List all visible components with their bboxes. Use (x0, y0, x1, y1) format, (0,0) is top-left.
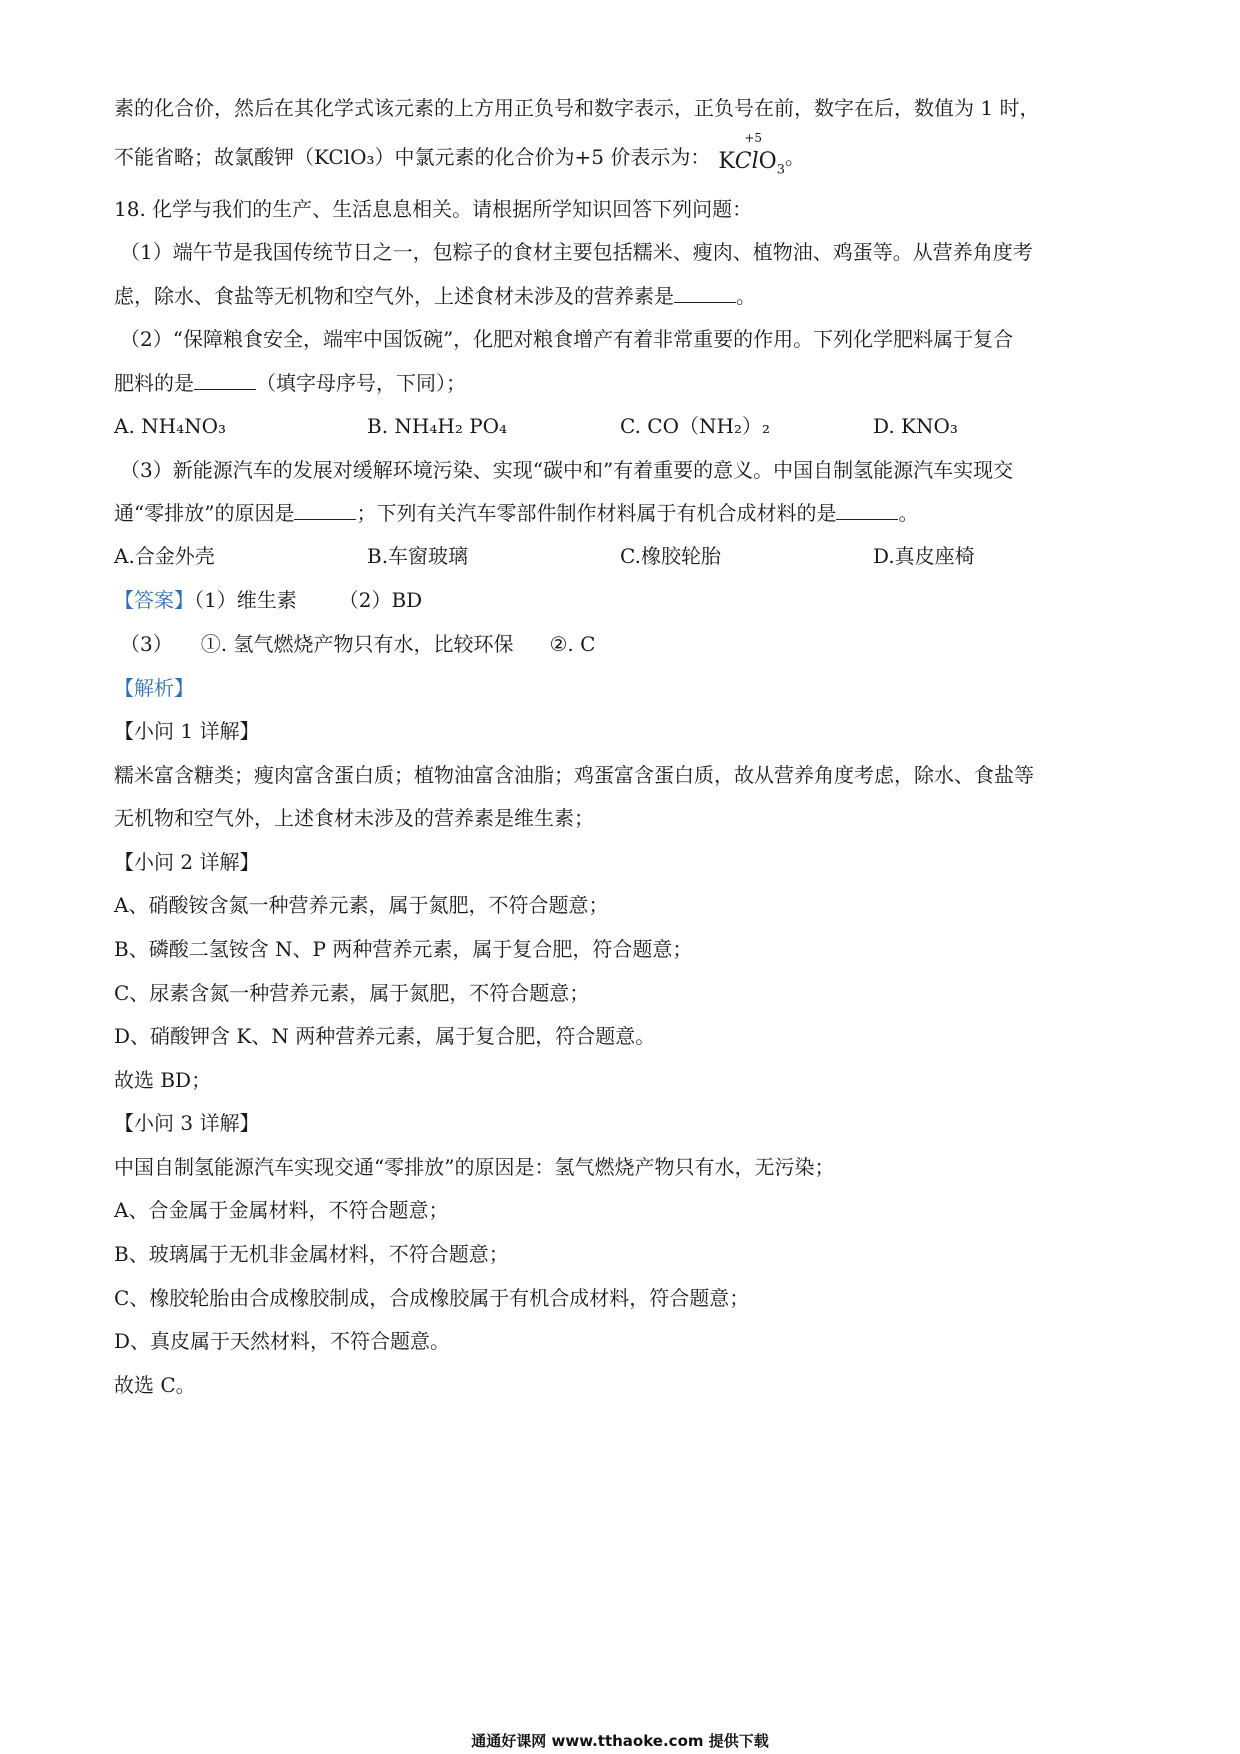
q2-line-2-text: 肥料的是 (114, 371, 194, 395)
q2-option-a: A. NH₄NO₃ (114, 414, 227, 438)
formula-o: O (758, 149, 777, 174)
q2-answer-blank (194, 371, 256, 390)
intro-line-2-text: 不能省略；故氯酸钾（KClO₃）中氯元素的化合价为+5 价表示为： (114, 145, 711, 169)
answer-3-2: ②. C (549, 632, 596, 656)
q3-option-b: B.车窗玻璃 (367, 544, 469, 568)
answer-line-2 (120, 630, 1126, 658)
s3-option-b: B、玻璃属于无机非金属材料，不符合题意； (114, 1242, 509, 1266)
s3-option-a: A、合金属于金属材料，不符合题意； (114, 1198, 449, 1222)
q2-options (114, 412, 1126, 440)
s3-option-c: C、橡胶轮胎由合成橡胶制成，合成橡胶属于有机合成材料，符合题意； (114, 1286, 750, 1310)
answer-tag: 【答案】 (114, 588, 194, 612)
intro-end: 。 (785, 145, 805, 169)
q2-line-2-end: （填字母序号，下同）； (256, 371, 466, 395)
q3-option-a: A.合金外壳 (114, 544, 215, 568)
s2-option-c: C、尿素含氮一种营养元素，属于氮肥，不符合题意； (114, 981, 590, 1005)
formula-sub: 3 (776, 162, 785, 178)
answer-2: （2）BD (338, 588, 423, 612)
q3-option-c: C.橡胶轮胎 (620, 544, 721, 568)
answer-1: （1）维生素 (194, 588, 297, 612)
footer-source: 通通好课网 www.tthaoke.com 提供下载 (471, 1732, 769, 1750)
formula-cl: Cl (734, 149, 759, 174)
q3-line-2 (114, 499, 1126, 527)
s2-option-b: B、磷酸二氢铵含 N、P 两种营养元素，属于复合肥，符合题意； (114, 937, 693, 961)
kclo3-valence-formula (718, 131, 785, 184)
q3-answer-blank-1 (294, 501, 356, 520)
q1-line-2-text: 虑，除水、食盐等无机物和空气外，上述食材未涉及的营养素是 (114, 284, 674, 308)
q2-line-1: （2）“保障粮食安全，端牢中国饭碗”，化肥对粮食增产有着非常重要的作用。下列化学肥料属于复合 (120, 327, 1014, 351)
answer-3-label: （3） (120, 632, 173, 656)
q1-line-1: （1）端午节是我国传统节日之一，包粽子的食材主要包括糯米、瘦肉、植物油、鸡蛋等。从营养角度考 (120, 240, 1033, 264)
formula-k: K (718, 149, 735, 174)
sub-question-3-title: 【小问 3 详解】 (114, 1111, 260, 1135)
sub-question-1-title: 【小问 1 详解】 (114, 719, 260, 743)
sub-question-2-title: 【小问 2 详解】 (114, 850, 260, 874)
q1-line-2 (114, 282, 1126, 310)
formula-charge: +5 (744, 131, 763, 145)
s1-line-2: 无机物和空气外，上述食材未涉及的营养素是维生素； (114, 806, 594, 830)
s2-conclusion: 故选 BD； (114, 1068, 212, 1092)
q1-line-2-end: 。 (736, 284, 756, 308)
q3-line-2-text: 通“零排放”的原因是 (114, 501, 295, 525)
q3-options (114, 542, 1126, 570)
s3-conclusion: 故选 C。 (114, 1373, 196, 1397)
q2-option-b: B. NH₄H₂ PO₄ (367, 414, 508, 438)
s3-line-1: 中国自制氢能源汽车实现交通“零排放”的原因是：氢气燃烧产物只有水，无污染； (114, 1155, 835, 1179)
answer-3-1: ①. 氢气燃烧产物只有水，比较环保 (200, 632, 514, 656)
intro-line-1: 素的化合价，然后在其化学式该元素的上方用正负号和数字表示，正负号在前，数字在后，数值为 1 时， (114, 96, 1040, 120)
q2-option-c: C. CO（NH₂）₂ (620, 414, 770, 438)
s3-option-d: D、真皮属于天然材料，不符合题意。 (114, 1329, 451, 1353)
q3-line-2-end: 。 (898, 501, 919, 525)
q3-option-d: D.真皮座椅 (873, 544, 975, 568)
q3-line-2-mid: ；下列有关汽车零部件制作材料属于有机合成材料的是 (356, 501, 837, 525)
s2-option-a: A、硝酸铵含氮一种营养元素，属于氮肥，不符合题意； (114, 893, 609, 917)
intro-line-2 (114, 131, 1126, 184)
s1-line-1: 糯米富含糖类；瘦肉富含蛋白质；植物油富含油脂；鸡蛋富含蛋白质，故从营养角度考虑，除水、食盐等 (114, 763, 1034, 787)
answer-line-1 (114, 586, 1126, 614)
analysis-tag: 【解析】 (114, 676, 194, 700)
s2-option-d: D、硝酸钾含 K、N 两种营养元素，属于复合肥，符合题意。 (114, 1024, 656, 1048)
q3-line-1: （3）新能源汽车的发展对缓解环境污染、实现“碳中和”有着重要的意义。中国自制氢能源汽车实现交 (120, 458, 1014, 482)
q2-option-d: D. KNO₃ (873, 414, 958, 438)
question-stem: 18. 化学与我们的生产、生活息息相关。请根据所学知识回答下列问题： (114, 197, 753, 221)
q2-line-2 (114, 369, 1126, 397)
q3-answer-blank-2 (836, 501, 898, 520)
q1-answer-blank (674, 284, 736, 303)
